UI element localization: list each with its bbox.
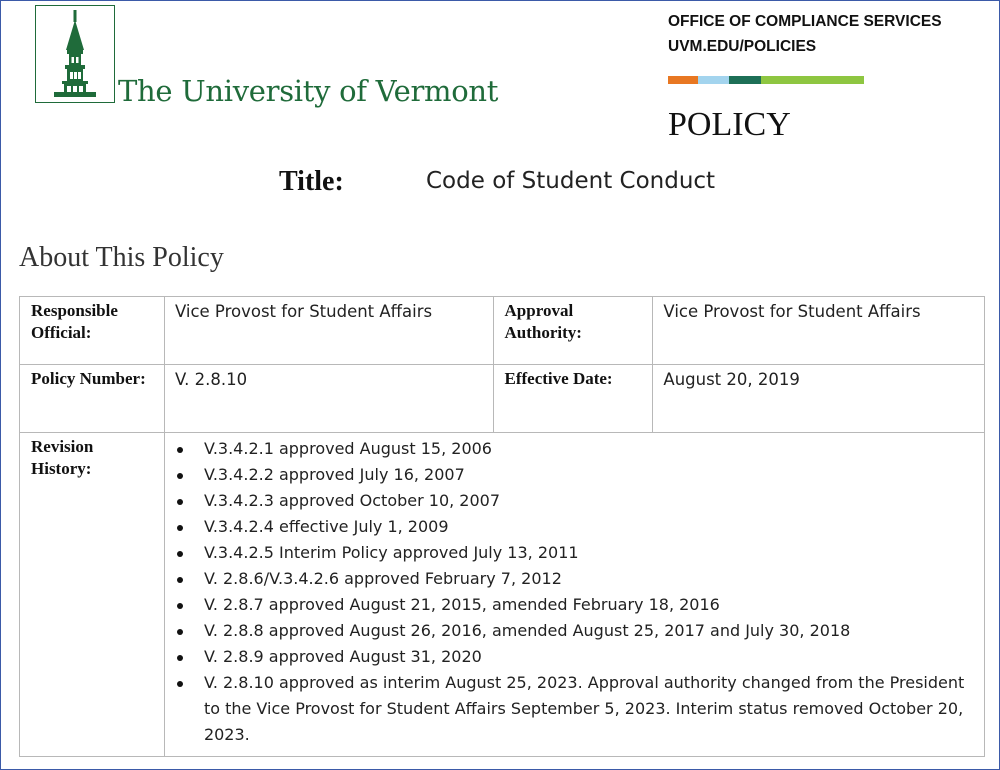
policy-title: Code of Student Conduct <box>426 168 716 194</box>
title-label: Title: <box>279 166 344 197</box>
list-item <box>165 488 984 514</box>
table-row <box>20 433 985 757</box>
approval-authority-value: Vice Provost for Student Affairs <box>653 297 985 365</box>
office-name: OFFICE OF COMPLIANCE SERVICES <box>668 13 942 30</box>
revision-text: V.3.4.2.3 approved October 10, 2007 <box>203 491 501 510</box>
effective-date-label: Effective Date: <box>493 365 653 433</box>
table-row <box>20 297 985 365</box>
policy-label: POLICY <box>668 106 791 143</box>
university-wordmark: The University of Vermont <box>118 74 499 108</box>
list-item <box>165 670 984 748</box>
bullet-icon <box>177 551 183 557</box>
office-heading <box>668 9 942 59</box>
revision-history-cell <box>164 433 984 757</box>
revision-text: V. 2.8.9 approved August 31, 2020 <box>203 647 482 666</box>
revision-text: V. 2.8.8 approved August 26, 2016, amended August 25, 2017 and July 30, 2018 <box>203 621 851 640</box>
color-stripe-orange <box>668 76 698 84</box>
bullet-icon <box>177 525 183 531</box>
bullet-icon <box>177 655 183 661</box>
list-item <box>165 618 984 644</box>
color-stripe-lightblue <box>698 76 729 84</box>
office-url[interactable]: UVM.EDU/POLICIES <box>668 38 817 55</box>
list-item <box>165 592 984 618</box>
list-item <box>165 644 984 670</box>
revision-text: V.3.4.2.1 approved August 15, 2006 <box>203 439 492 458</box>
revision-text: V.3.4.2.2 approved July 16, 2007 <box>203 465 465 484</box>
revision-history-list <box>165 433 984 756</box>
bullet-icon <box>177 473 183 479</box>
list-item <box>165 514 984 540</box>
responsible-official-value: Vice Provost for Student Affairs <box>164 297 493 365</box>
bullet-icon <box>177 577 183 583</box>
bullet-icon <box>177 681 183 687</box>
bullet-icon <box>177 603 183 609</box>
revision-history-label: Revision History: <box>20 433 165 757</box>
list-item <box>165 462 984 488</box>
policy-number-label: Policy Number: <box>20 365 165 433</box>
revision-text: V. 2.8.10 approved as interim August 25, 2023. Approval authority changed from the President to the Vice Provost for Student Affairs September 5, 2023. Interim status removed October 20, 2023. <box>203 673 965 744</box>
bullet-icon <box>177 447 183 453</box>
policy-number-value: V. 2.8.10 <box>164 365 493 433</box>
table-row <box>20 365 985 433</box>
list-item <box>165 566 984 592</box>
about-policy-table <box>19 296 985 757</box>
revision-text: V.3.4.2.5 Interim Policy approved July 13, 2011 <box>203 543 579 562</box>
about-heading: About This Policy <box>19 242 224 273</box>
revision-text: V. 2.8.7 approved August 21, 2015, amended February 18, 2016 <box>203 595 720 614</box>
approval-authority-label: Approval Authority: <box>493 297 653 365</box>
revision-text: V.3.4.2.4 effective July 1, 2009 <box>203 517 449 536</box>
list-item <box>165 540 984 566</box>
color-stripe-green <box>761 76 864 84</box>
revision-text: V. 2.8.6/V.3.4.2.6 approved February 7, 2012 <box>203 569 562 588</box>
list-item <box>165 436 984 462</box>
bullet-icon <box>177 499 183 505</box>
effective-date-value: August 20, 2019 <box>653 365 985 433</box>
university-tower-logo-icon <box>35 5 115 103</box>
bullet-icon <box>177 629 183 635</box>
responsible-official-label: Responsible Official: <box>20 297 165 365</box>
color-stripe-teal <box>729 76 761 84</box>
